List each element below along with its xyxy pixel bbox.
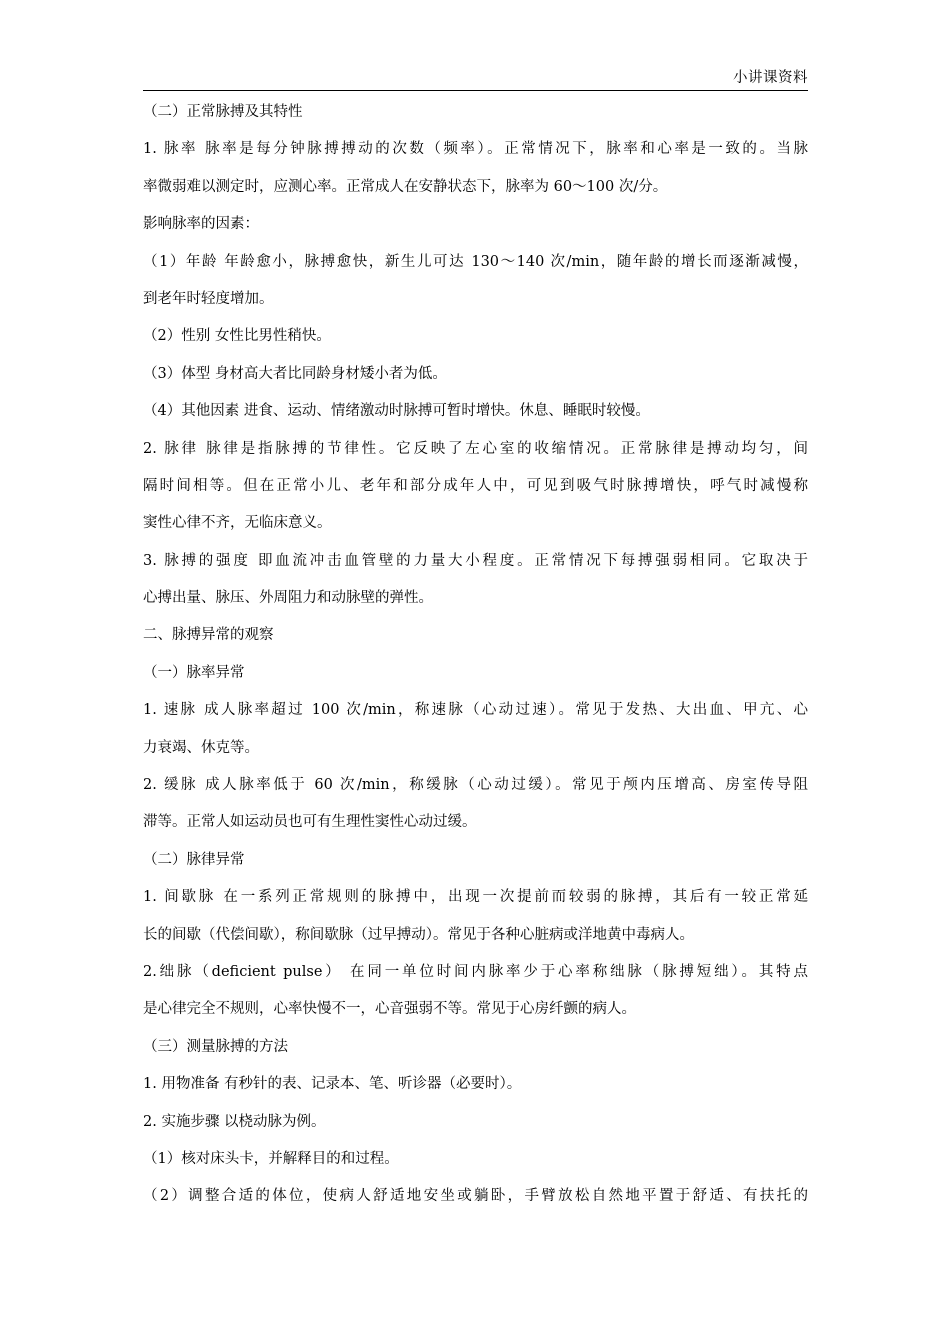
section-heading: （二）脉律异常 xyxy=(143,851,245,868)
paragraph-line: （1）年龄 年龄愈小，脉搏愈快，新生儿可达 130～140 次/min，随年龄的增长而逐渐减慢， xyxy=(143,253,808,270)
paragraph-line: （4）其他因素 进食、运动、情绪激动时脉搏可暂时增快。休息、睡眠时较慢。 xyxy=(143,403,650,420)
document-body xyxy=(143,94,808,1216)
paragraph-line: （2）性别 女性比男性稍快。 xyxy=(143,328,331,345)
paragraph-line: 率微弱难以测定时，应测心率。正常成人在安静状态下，脉率为 60～100 次/分。 xyxy=(143,178,668,195)
paragraph-line: 1. 间歇脉 在一系列正常规则的脉搏中，出现一次提前而较弱的脉搏，其后有一较正常延 xyxy=(143,889,808,906)
paragraph-line: 3. 脉搏的强度 即血流冲击血管壁的力量大小程度。正常情况下每搏强弱相同。它取决于 xyxy=(143,552,808,569)
paragraph-line: 到老年时轻度增加。 xyxy=(143,290,274,307)
paragraph-line: 2.绌脉（deficient pulse） 在同一单位时间内脉率少于心率称绌脉（脉搏短绌）。其特点 xyxy=(143,963,808,980)
paragraph-line: 2. 脉律 脉律是指脉搏的节律性。它反映了左心室的收缩情况。正常脉律是搏动均匀，间 xyxy=(143,440,808,457)
paragraph-line: 窦性心律不齐，无临床意义。 xyxy=(143,515,332,532)
paragraph-line: 是心律完全不规则，心率快慢不一，心音强弱不等。常见于心房纤颤的病人。 xyxy=(143,1001,636,1018)
paragraph-line: 2. 实施步骤 以桡动脉为例。 xyxy=(143,1113,326,1130)
paragraph-line: 影响脉率的因素： xyxy=(143,216,259,233)
paragraph-line: 1. 速脉 成人脉率超过 100 次/min，称速脉（心动过速）。常见于发热、大出血、甲亢、心 xyxy=(143,702,808,719)
header-title: 小讲课资料 xyxy=(733,70,808,86)
paragraph-line: 力衰竭、休克等。 xyxy=(143,739,259,756)
section-heading: （一）脉率异常 xyxy=(143,664,245,681)
section-heading: 二、脉搏异常的观察 xyxy=(143,627,274,644)
paragraph-line: 隔时间相等。但在正常小儿、老年和部分成年人中，可见到吸气时脉搏增快，呼气时减慢称 xyxy=(143,477,808,494)
paragraph-line: 长的间歇（代偿间歇），称间歇脉（过早搏动）。常见于各种心脏病或洋地黄中毒病人。 xyxy=(143,926,694,943)
paragraph-line: 2. 缓脉 成人脉率低于 60 次/min，称缓脉（心动过缓）。常见于颅内压增高、房室传导阻 xyxy=(143,777,808,794)
section-heading: （二）正常脉搏及其特性 xyxy=(143,104,303,120)
paragraph-line: 1. 脉率 脉率是每分钟脉搏搏动的次数（频率）。正常情况下，脉率和心率是一致的。当脉 xyxy=(143,141,808,158)
paragraph-line: 滞等。正常人如运动员也可有生理性窦性心动过缓。 xyxy=(143,814,477,831)
paragraph-line: 1. 用物准备 有秒针的表、记录本、笔、听诊器（必要时）。 xyxy=(143,1076,522,1093)
section-heading: （三）测量脉搏的方法 xyxy=(143,1038,288,1055)
paragraph-line: 心搏出量、脉压、外周阻力和动脉壁的弹性。 xyxy=(143,590,433,607)
page-header xyxy=(143,62,808,91)
paragraph-line: （2）调整合适的体位，使病人舒适地安坐或躺卧，手臂放松自然地平置于舒适、有扶托的 xyxy=(143,1188,808,1205)
paragraph-line: （1）核对床头卡，并解释目的和过程。 xyxy=(143,1150,399,1167)
paragraph-line: （3）体型 身材高大者比同龄身材矮小者为低。 xyxy=(143,365,447,382)
